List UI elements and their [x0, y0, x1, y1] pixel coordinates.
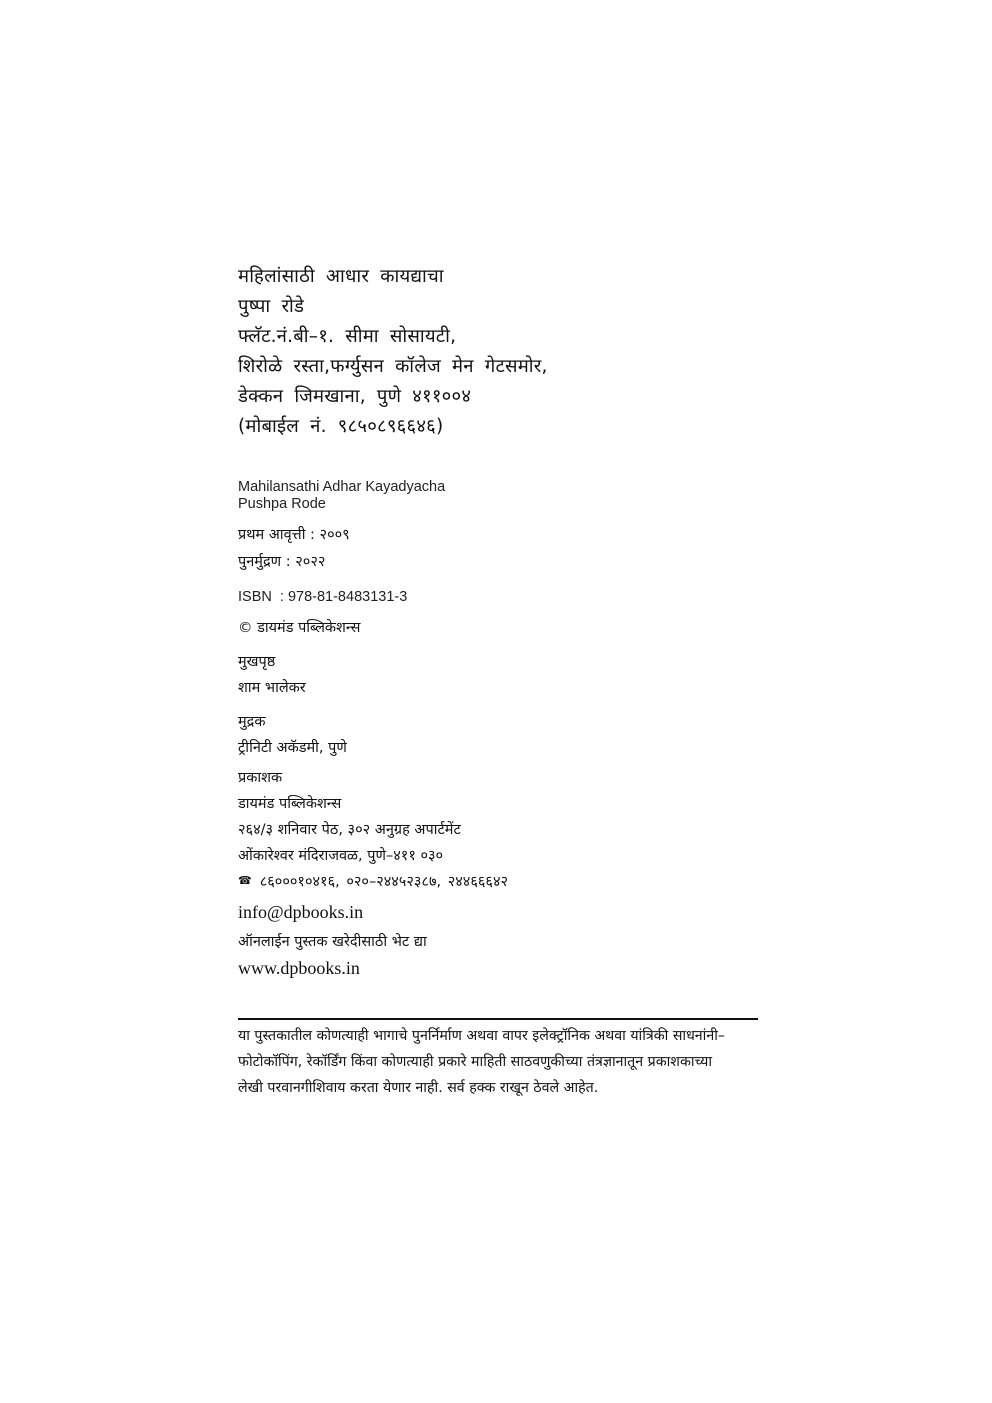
- author-name-marathi: पुष्पा रोडे: [238, 296, 305, 317]
- cover-artist: शाम भालेकर: [238, 680, 306, 696]
- author-mobile: (मोबाईल नं. ९८५०८९६६४६): [238, 416, 444, 437]
- book-title-english: Mahilansathi Adhar Kayadyacha: [238, 479, 446, 495]
- publisher-phones-row: [238, 875, 508, 890]
- first-edition: प्रथम आवृत्ती : २००९: [238, 527, 350, 543]
- reprint-edition: पुनर्मुद्रण : २०२२: [238, 554, 326, 570]
- printer-name: ट्रीनिटी अकॅडमी, पुणे: [238, 740, 347, 756]
- rights-notice-line-3: लेखी परवानगीशिवाय करता येणार नाही. सर्व हक्क राखून ठेवले आहेत.: [238, 1080, 599, 1096]
- rights-notice-line-1: या पुस्तकातील कोणत्याही भागाचे पुनर्निर्माण अथवा वापर इलेक्ट्रॉनिक अथवा यांत्रिकी साधनांनी–: [238, 1028, 725, 1044]
- publisher-address-line-2: ओंकारेश्वर मंदिराजवळ, पुणे–४११ ०३०: [238, 848, 444, 864]
- author-address-line-3: डेक्कन जिमखाना, पुणे ४११००४: [238, 386, 472, 407]
- rights-notice-line-2: फोटोकॉपिंग, रेकॉर्डिंग किंवा कोणत्याही प्रकारे माहिती साठवणुकीच्या तंत्रज्ञानातून प्रकाशकाच्या: [238, 1054, 713, 1070]
- divider-rule: [238, 1018, 758, 1020]
- cover-label: मुखपृष्ठ: [238, 654, 276, 670]
- publisher-label: प्रकाशक: [238, 770, 283, 786]
- publisher-website[interactable]: www.dpbooks.in: [238, 958, 360, 978]
- author-address-line-1: फ्लॅट.नं.बी–१. सीमा सोसायटी,: [238, 326, 457, 347]
- online-purchase-label: ऑनलाईन पुस्तक खरेदीसाठी भेट द्या: [238, 934, 427, 950]
- copyright-notice: © डायमंड पब्लिकेशन्स: [238, 620, 361, 636]
- phone-icon: ☎: [238, 874, 252, 887]
- book-title-marathi: महिलांसाठी आधार कायद्याचा: [238, 266, 444, 287]
- publisher-address-line-1: २६४/३ शनिवार पेठ, ३०२ अनुग्रह अपार्टमेंट: [238, 822, 461, 838]
- publisher-email[interactable]: info@dpbooks.in: [238, 902, 364, 922]
- author-name-english: Pushpa Rode: [238, 496, 326, 512]
- isbn: ISBN : 978-81-8483131-3: [238, 589, 408, 605]
- publisher-name: डायमंड पब्लिकेशन्स: [238, 796, 342, 812]
- printer-label: मुद्रक: [238, 714, 266, 730]
- publisher-phones: ८६०००१०४१६, ०२०–२४४५२३८७, २४४६६६४२: [259, 874, 509, 890]
- author-address-line-2: शिरोळे रस्ता,फर्ग्युसन कॉलेज मेन गेटसमोर,: [238, 356, 548, 377]
